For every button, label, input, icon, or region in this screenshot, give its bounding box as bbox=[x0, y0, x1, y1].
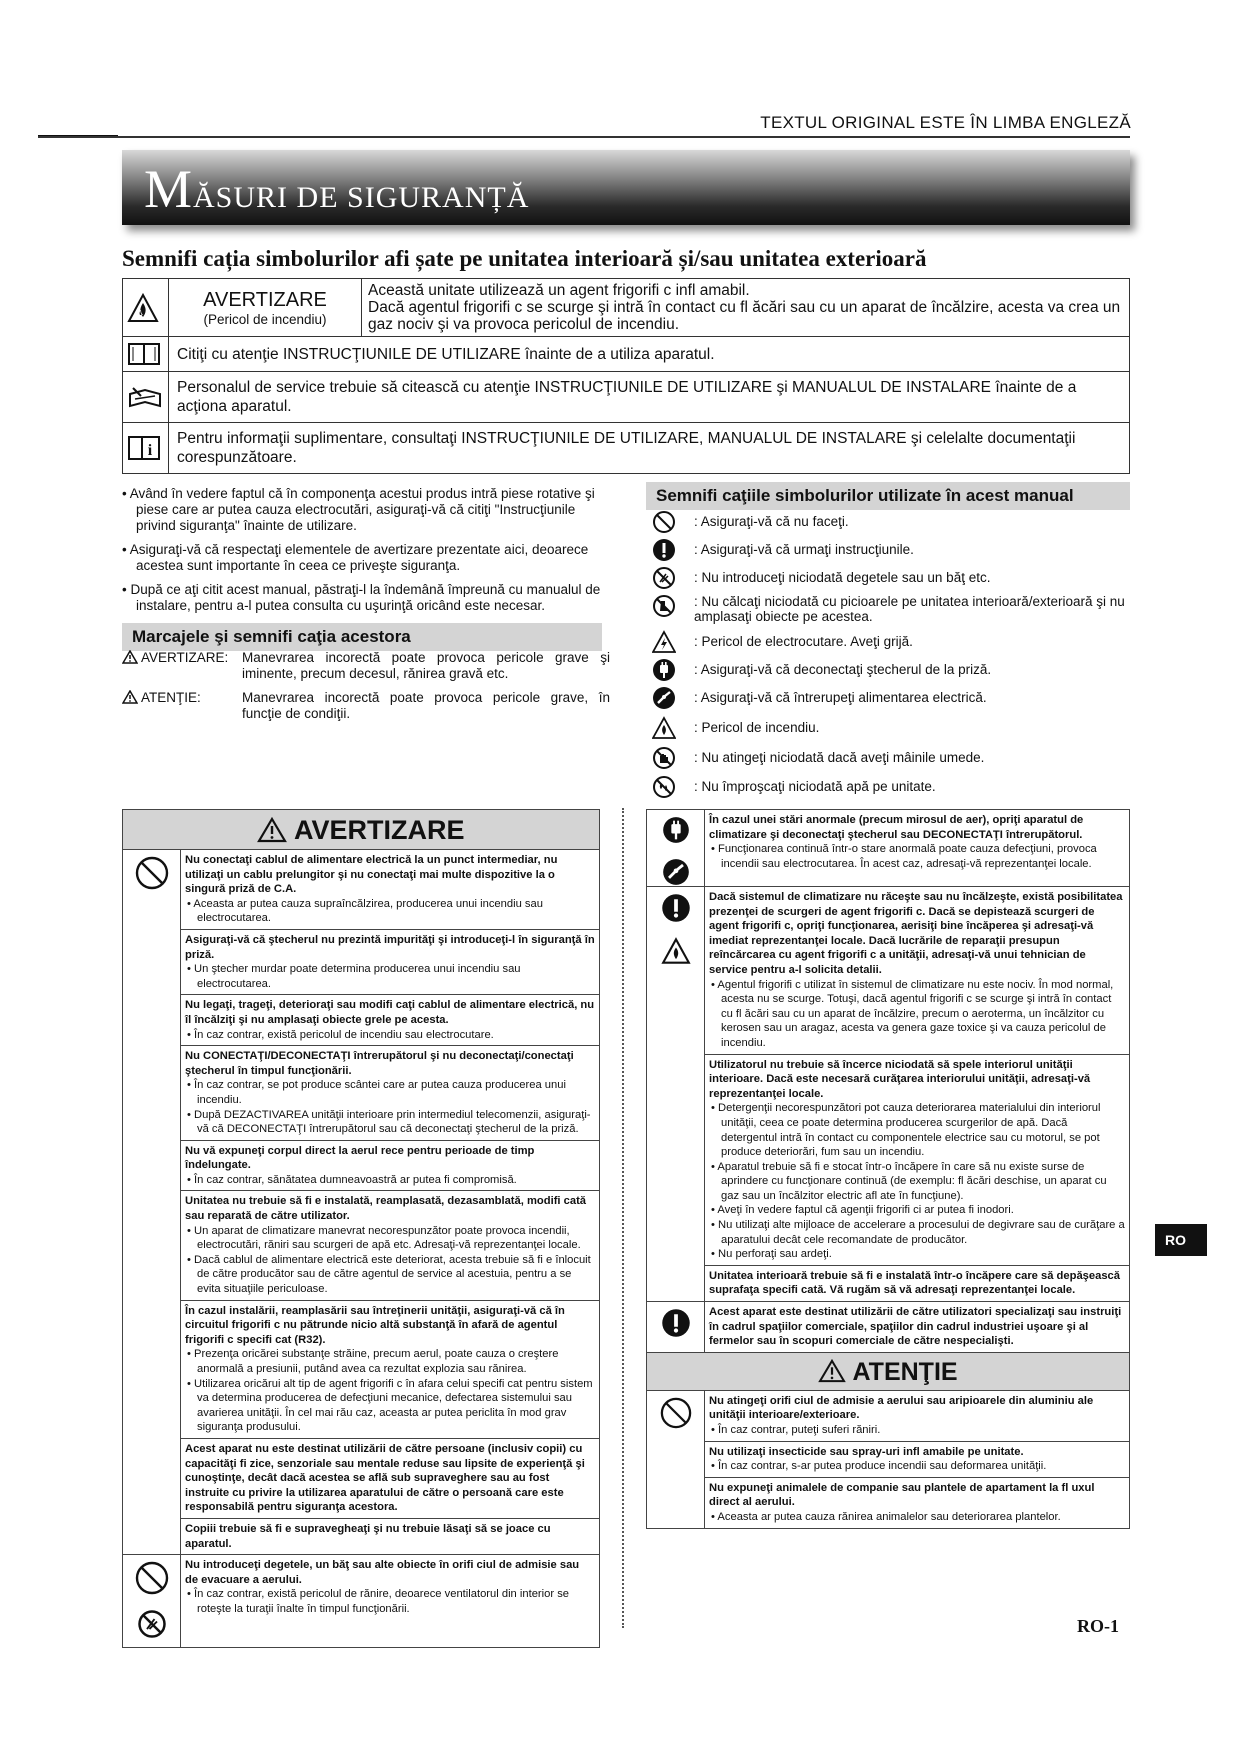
service-manual-text: Personalul de service trebuie să citească cu atenţie INSTRUCŢIUNILE DE UTILIZARE şi MANUALUL DE INSTALARE înainte de a acţiona aparatul. bbox=[169, 372, 1130, 423]
caution-group bbox=[647, 1391, 1129, 1528]
warning-group bbox=[647, 810, 1129, 887]
marking-warning-row bbox=[122, 650, 610, 686]
warning-group bbox=[647, 887, 1129, 1302]
service-manual-row bbox=[123, 372, 1130, 423]
warning-item: Copiii trebuie să fi e supravegheaţi şi nu trebuie lăsaţi să se joace cu aparatul. bbox=[185, 1522, 551, 1550]
info-manual-row bbox=[123, 423, 1130, 474]
warning-item: Nu introduceţi degetele, un băţ sau alte obiecte în orifi ciul de admisie sau de evacuare a aerului. • În caz contrar, există pericolul de rănire, deoarece ventilatorul din interior se roteşte la turaţii înalte în timpul funcţionării. bbox=[181, 1555, 599, 1619]
caution-triangle-icon bbox=[818, 1359, 846, 1383]
unplug-icon bbox=[662, 816, 690, 844]
title-banner bbox=[122, 150, 1130, 225]
header-rule bbox=[38, 136, 1130, 138]
read-manual-row bbox=[123, 337, 1130, 372]
no-fingers-icon bbox=[137, 1609, 167, 1639]
info-manual-text: Pentru informaţii suplimentare, consultaţi INSTRUCŢIUNILE DE UTILIZARE, MANUALUL DE INSTALARE şi celelalte documentaţii corespunzătoare. bbox=[169, 423, 1130, 474]
column-divider bbox=[622, 808, 624, 1628]
caution-item: Nu utilizaţi insecticide sau spray-uri infl amabile pe unitate. • În caz contrar, s-ar putea produce incendii sau deformarea unităţii. bbox=[705, 1442, 1129, 1478]
warning-item: Nu legaţi, trageţi, deterioraţi sau modifi caţi cablul de alimentare electrică, nu îl încălziţi şi nu amplasaţi obiecte grele pe acesta. • În caz contrar, există pericolul de incendiu sau electrocutare. bbox=[181, 995, 599, 1046]
mandatory-icon bbox=[661, 1308, 691, 1338]
manual-symbol-row: : Pericol de incendiu. bbox=[646, 716, 1130, 740]
mandatory-icon bbox=[652, 538, 676, 562]
warning-item: Nu conectaţi cablul de alimentare electrică la un punct intermediar, nu utilizaţi un cablu prelungitor şi nu conectaţi mai multe dispozitive la o singură priză de C.A. • Aceasta ar putea cauza supraîncălzirea, producerea unui incendiu sau electrocutarea. bbox=[181, 850, 599, 930]
manual-symbol-row: : Asiguraţi-vă că nu faceţi. bbox=[646, 510, 1130, 534]
warning-item: În cazul instalării, reamplasării sau întreţinerii unităţii, asiguraţi-vă că în circuitul frigorifi c nu pătrunde nicio altă substanţă în afară de agentul frigorifi c specifi cat (R32). • Prezenţa oricărei substanţe străine, precum aerul, poate cauza o creştere anormală a presiunii, putând avea ca rezultat explozia sau rănirea. • Utilizarea oricărui alt tip de agent frigorifi c în afara celui specifi cat pentru sistem va determina producerea de defecţiuni mecanice, defectarea sistemului sau avarierea unităţii. În cel mai rău caz, aceasta ar putea periclita în mod grav siguranţa produsului. bbox=[181, 1301, 599, 1439]
manual-symbol-row: : Nu împroşcaţi niciodată apă pe unitate. bbox=[646, 775, 1130, 799]
right-warning-box bbox=[646, 809, 1130, 1529]
electric-hazard-icon bbox=[652, 630, 676, 654]
intro-bullet: • Având în vedere faptul că în componenţa acestui produs intră piese rotative şi piese care ar putea cauza electrocutări, asiguraţi-vă că citiţi "Instrucţiunile privind siguranţa" înainte de utilizare. bbox=[122, 486, 610, 534]
warning-box-title: AVERTIZARE bbox=[293, 815, 465, 845]
intro-bullet-list bbox=[122, 486, 610, 622]
warning-group bbox=[647, 1302, 1129, 1353]
warning-item: Acest aparat nu este destinat utilizării de către persoane (inclusiv copii) cu capacităţi fi zice, senzoriale sau mentale reduse sau lipsite de experienţă şi cunoştinţe, decât dacă acestea se află sub supraveghere sau au fost instruite cu privire la utilizarea aparatului de către o persoană care este responsabilă pentru siguranţa acestora. bbox=[181, 1439, 599, 1519]
warning-symbol-row bbox=[123, 279, 1130, 337]
language-tab: RO bbox=[1155, 1224, 1207, 1256]
manual-symbol-row: : Asiguraţi-vă că urmaţi instrucţiunile. bbox=[646, 538, 1130, 562]
warning-label: AVERTIZARE bbox=[203, 288, 327, 311]
prohibition-icon bbox=[652, 510, 676, 534]
warning-item: Nu CONECTAŢI/DECONECTAŢI întrerupătorul şi nu deconectaţi/conectaţi ştecherul în timpul funcţionării. • În caz contrar, se pot produce scântei care ar putea cauza producerea unui incendiu. • După DEZACTIVAREA unităţii interioare prin intermediul telecomenzii, asiguraţi-vă că DECONECTAŢI întrerupătorul sau că deconectaţi ştecherul de la priză. bbox=[181, 1046, 599, 1141]
page-title: MĂSURI DE SIGURANȚĂ bbox=[144, 159, 530, 219]
warning-item: Dacă sistemul de climatizare nu răceşte sau nu încălzeşte, există posibilitatea prezenţei de scurgeri de agent frigorifi c. Dacă se depistează scurgeri de agent frigorifi c, opriţi funcţionarea, aerisiţi bine încăperea şi adresaţi-vă imediat reprezentanţei locale. Dacă lucrările de reparaţii presupun reîncărcarea cu agent frigorifi c a unităţii, adresaţi-vă unui tehnician de service pentru a-l solicita detalii. • Agentul frigorifi c utilizat în sistemul de climatizare nu este nociv. În mod normal, acesta nu se scurge. Totuşi, dacă agentul frigorifi c se scurge şi intră în contact cu fl ăcări sau cu un aparat de încălzire, precum o aeroterma, un încălzitor cu kerosen sau un aragaz, acesta va genera gaze toxice şi va cauza pericolul de incendiu. bbox=[705, 887, 1129, 1055]
warning-item: Nu vă expuneţi corpul direct la aerul rece pentru perioade de timp îndelungate. • În caz contrar, sănătatea dumneavoastră ar putea fi compromisă. bbox=[181, 1141, 599, 1192]
caution-triangle-icon bbox=[122, 690, 138, 704]
warning-triangle-icon bbox=[257, 817, 287, 843]
service-manual-icon bbox=[127, 384, 163, 410]
manual-symbol-row: : Asiguraţi-vă că deconectaţi ştecherul de la priză. bbox=[646, 658, 1130, 682]
svg-text:i: i bbox=[147, 442, 153, 459]
no-water-splash-icon bbox=[652, 775, 676, 799]
marking-warning-text: Manevrarea incorectă poate provoca pericole grave şi iminente, precum decesul, rănirea gravă etc. bbox=[242, 650, 610, 681]
marking-caution-label: ATENŢIE: bbox=[141, 690, 201, 705]
intro-bullet: • Asiguraţi-vă că respectaţi elementele de avertizare prezentate aici, deoarece acestea sunt importante în ceea ce priveşte siguranţa. bbox=[122, 542, 610, 574]
mandatory-icon bbox=[661, 893, 691, 923]
marking-caution-row bbox=[122, 690, 610, 726]
unit-symbols-table bbox=[122, 278, 1130, 474]
power-off-icon bbox=[652, 686, 676, 710]
fire-hazard-icon bbox=[661, 937, 691, 965]
warning-triangle-icon bbox=[122, 650, 138, 664]
info-book-icon bbox=[127, 434, 161, 462]
warning-item: Unitatea nu trebuie să fi e instalată, reamplasată, dezasamblată, modifi cată sau reparată de către utilizator. • Un aparat de climatizare manevrat necorespunzător poate provoca incendii, electrocutări, răniri sau scurgeri de apă etc. Adresaţi-vă reprezentanţei locale. • Dacă cablul de alimentare electrică este deteriorat, acesta trebuie să fi e înlocuit de către producător sau de către agentul de service al acestuia, pentru a se evita situaţiile periculoase. bbox=[181, 1191, 599, 1300]
no-fingers-icon bbox=[652, 566, 676, 590]
warning-group bbox=[123, 1555, 599, 1647]
prohibition-icon bbox=[135, 856, 169, 890]
manual-symbol-row: : Nu atingeţi niciodată dacă aveţi mâinile umede. bbox=[646, 746, 1130, 770]
manual-symbol-row: : Pericol de electrocutare. Aveţi grijă. bbox=[646, 630, 1130, 654]
caution-box-title: ATENŢIE bbox=[852, 1357, 958, 1386]
symbols-section-title: Semnifi cația simbolurilor afi șate pe unitatea interioară și/sau unitatea exterioară bbox=[122, 246, 927, 271]
markings-title: Marcajele şi semnifi caţia acestora bbox=[122, 623, 602, 651]
marking-caution-text: Manevrarea incorectă poate provoca pericole grave, în funcţie de condiţii. bbox=[242, 690, 610, 721]
fire-warning-icon bbox=[127, 293, 159, 323]
manual-symbol-row: : Nu introduceţi niciodată degetele sau un băţ etc. bbox=[646, 566, 1130, 590]
left-warning-box bbox=[122, 809, 600, 1648]
read-manual-text: Citiţi cu atenţie INSTRUCŢIUNILE DE UTILIZARE înainte de a utiliza aparatul. bbox=[169, 337, 1130, 372]
open-book-icon bbox=[127, 341, 161, 367]
manual-symbols-title: Semnifi caţiile simbolurilor utilizate în acest manual bbox=[646, 482, 1130, 510]
caution-box-header bbox=[647, 1353, 1129, 1391]
warning-item: Acest aparat este destinat utilizării de către utilizatori specializaţi sau instruiţi în cadrul spaţiilor comerciale, spaţiilor din cadrul industriei uşoare şi al fermelor sau în scopuri comerciale de către nespecialişti. bbox=[709, 1306, 1122, 1348]
caution-item: Nu atingeţi orifi ciul de admisie a aerului sau aripioarele din aluminiu ale unităţii interioare/exterioare. • În caz contrar, puteţi suferi răniri. bbox=[705, 1391, 1129, 1442]
warning-description: Această unitate utilizează un agent frigorifi c infl amabil. Dacă agentul frigorifi c se scurge şi intră în contact cu fl ăcări sau cu un aparat de încălzire, acesta va crea un gaz nociv şi va provoca pericolul de incendiu. bbox=[362, 279, 1130, 337]
prohibition-icon bbox=[135, 1561, 169, 1595]
warning-group bbox=[123, 850, 599, 1555]
warning-item: În cazul unei stări anormale (precum mirosul de aer), opriţi aparatul de climatizare şi deconectaţi ştecherul sau DECONECTAŢI întrerupătorul. • Funcţionarea continuă într-o stare anormală poate cauza defecţiuni, provoca incendii sau electrocutarea. În acest caz, adresaţi-vă reprezentanţei locale. bbox=[705, 810, 1129, 874]
unplug-icon bbox=[652, 658, 676, 682]
warning-sublabel: (Pericol de incendiu) bbox=[203, 311, 327, 327]
power-off-icon bbox=[662, 858, 690, 886]
warning-item: Asiguraţi-vă că ştecherul nu prezintă impurităţi şi introduceţi-l în siguranţă în priză. • Un ştecher murdar poate determina producerea unui incendiu sau electrocutarea. bbox=[181, 930, 599, 995]
fire-hazard-icon bbox=[652, 716, 676, 740]
intro-bullet: • După ce aţi citit acest manual, păstraţi-l la îndemână împreună cu manualul de instalare, pentru a-l putea consulta cu uşurinţă oricând este necesar. bbox=[122, 582, 610, 614]
marking-warning-label: AVERTIZARE: bbox=[141, 650, 229, 665]
prohibition-icon bbox=[660, 1397, 692, 1429]
original-language-note: TEXTUL ORIGINAL ESTE ÎN LIMBA ENGLEZĂ bbox=[760, 113, 1131, 132]
manual-symbol-row: : Nu călcaţi niciodată cu picioarele pe unitatea interioară/exterioară şi nu amplasaţi obiecte pe acestea. bbox=[646, 594, 1130, 626]
warning-box-header bbox=[123, 810, 599, 850]
warning-item: Unitatea interioară trebuie să fi e instalată într-o încăpere care să depăşească suprafaţa specifi cată. Vă rugăm să vă adresaţi reprezentanţei locale. bbox=[709, 1269, 1121, 1297]
manual-symbol-row: : Asiguraţi-vă că întrerupeţi alimentarea electrică. bbox=[646, 686, 1130, 710]
no-wet-hands-icon bbox=[652, 746, 676, 770]
page-number: RO-1 bbox=[1077, 1616, 1119, 1636]
warning-item: Utilizatorul nu trebuie să încerce niciodată să spele interiorul unităţii interioare. Dacă este necesară curăţarea interiorului unităţii, adresaţi-vă reprezentanţei locale. • Detergenţii necorespunzători pot cauza deteriorarea materialului din interiorul unităţii, ceea ce poate determina producerea scurgerilor de apă. Dacă detergentul intră în contact cu componentele electrice sau cu motorul, se pot produce deteriorări, fum sau un incendiu. • Aparatul trebuie să fi e stocat într-o încăpere în care să nu existe surse de aprindere cu funcţionare continuă (de exemplu: fl ăcări deschise, un aparat cu gaz sau un încălzitor electric afl ate în funcţiune). • Aveţi în vedere faptul că agenţii frigorifi ci ar putea fi inodori. • Nu utilizaţi alte mijloace de accelerare a procesului de degivrare sau de curăţare a aparatului decât cele recomandate de producător. • Nu perforaţi sau ardeţi. bbox=[705, 1055, 1129, 1266]
no-stepping-icon bbox=[652, 594, 676, 618]
caution-item: Nu expuneţi animalele de companie sau plantele de apartament la fl uxul direct al aerului. • Aceasta ar putea cauza rănirea animalelor sau deteriorarea plantelor. bbox=[705, 1478, 1129, 1528]
